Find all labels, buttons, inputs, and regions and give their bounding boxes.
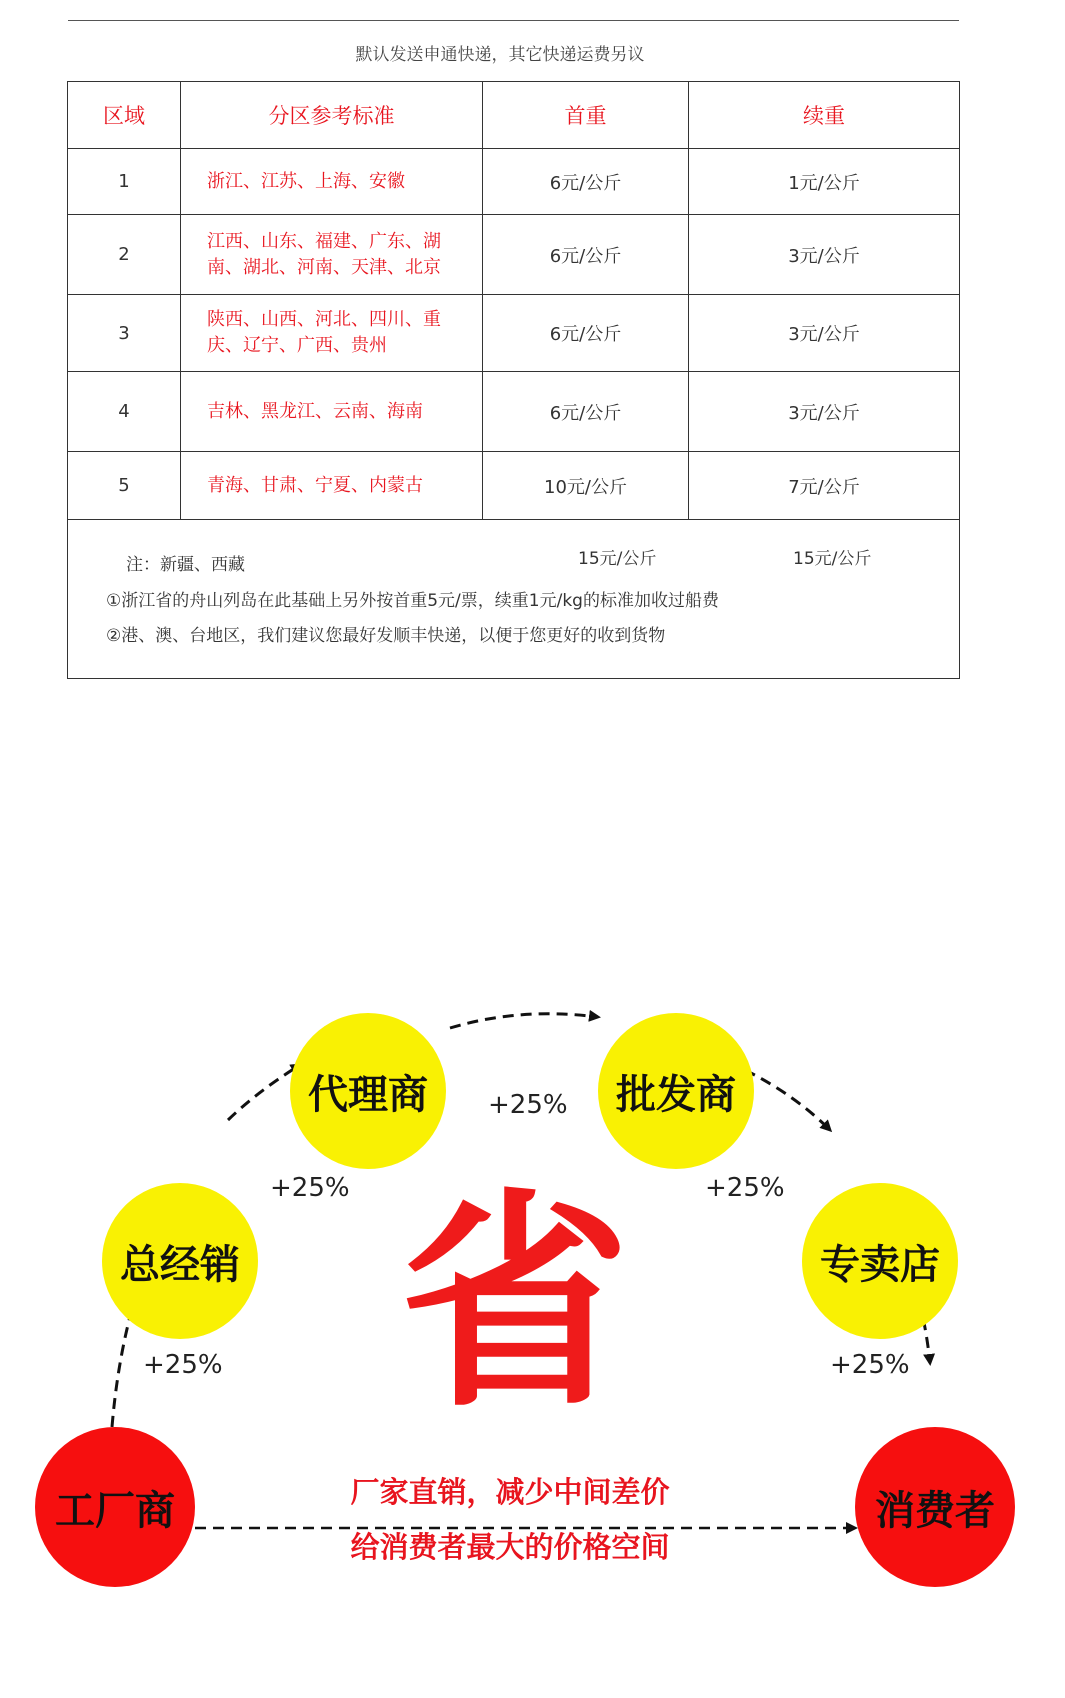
table-row [68,295,960,372]
table-row [68,149,960,215]
extra-weight-cell: 3元/公斤 [689,372,960,452]
shipping-rate-table [67,81,960,679]
zone-cell: 3 [68,295,181,372]
agent-node: 代理商 [290,1013,446,1169]
extra-weight-cell: 3元/公斤 [689,295,960,372]
top-divider [68,20,959,21]
zone-cell: 2 [68,215,181,295]
zone-cell: 5 [68,452,181,520]
factory-node: 工厂商 [35,1427,195,1587]
provinces-cell: 吉林、黑龙江、云南、海南 [181,372,483,452]
header-zone: 区域 [68,82,181,149]
extra-weight-cell: 7元/公斤 [689,452,960,520]
markup-distributor-agent: +25% [270,1173,350,1203]
consumer-node: 消费者 [855,1427,1015,1587]
first-weight-cell: 6元/公斤 [483,372,689,452]
extra-weight-cell: 3元/公斤 [689,215,960,295]
provinces-cell: 青海、甘肃、宁夏、内蒙古 [181,452,483,520]
wholesaler-node: 批发商 [598,1013,754,1169]
table-row [68,452,960,520]
provinces-cell: 江西、山东、福建、广东、湖南、湖北、河南、天津、北京 [181,215,483,295]
footer-first-weight: 15元/公斤 [578,549,657,569]
zone-cell: 4 [68,372,181,452]
slogan-line-1: 厂家直销，减少中间差价 [350,1475,670,1509]
save-character: 省 [399,1171,630,1438]
markup-wholesaler-store: +25% [705,1173,785,1203]
footer-cell [68,520,960,679]
arrow-agent-to-wholesaler [450,1014,598,1028]
table-row [68,372,960,452]
header-first-weight: 首重 [483,82,689,149]
first-weight-cell: 6元/公斤 [483,149,689,215]
first-weight-cell: 10元/公斤 [483,452,689,520]
store-node: 专卖店 [802,1183,958,1339]
table-row [68,215,960,295]
provinces-cell: 浙江、江苏、上海、安徽 [181,149,483,215]
arrow-wholesaler-to-store [745,1070,830,1130]
provinces-cell: 陕西、山西、河北、四川、重庆、辽宁、广西、贵州 [181,295,483,372]
first-weight-cell: 6元/公斤 [483,295,689,372]
supply-chain-diagram [0,995,1065,1635]
distributor-node: 总经销 [102,1183,258,1339]
markup-store-consumer: +25% [830,1350,910,1380]
footer-line-zhoushan: ①浙江省的舟山列岛在此基础上另外按首重5元/票，续重1元/kg的标准加收过船费 [106,591,719,611]
slogan-line-2: 给消费者最大的价格空间 [350,1530,670,1564]
first-weight-cell: 6元/公斤 [483,215,689,295]
table-footer-row [68,520,960,679]
table-header-row [68,82,960,149]
markup-factory-distributor: +25% [143,1350,223,1380]
zone-cell: 1 [68,149,181,215]
extra-weight-cell: 1元/公斤 [689,149,960,215]
footer-extra-weight: 15元/公斤 [793,549,872,569]
footer-line-hk-macao-taiwan: ②港、澳、台地区，我们建议您最好发顺丰快递，以便于您更好的收到货物 [106,626,666,646]
footer-note: 注：新疆、西藏 [126,555,245,575]
header-extra-weight: 续重 [689,82,960,149]
shipping-note: 默认发送申通快递，其它快递运费另议 [355,45,645,65]
markup-agent-wholesaler: +25% [488,1090,568,1120]
header-region-standard: 分区参考标准 [181,82,483,149]
